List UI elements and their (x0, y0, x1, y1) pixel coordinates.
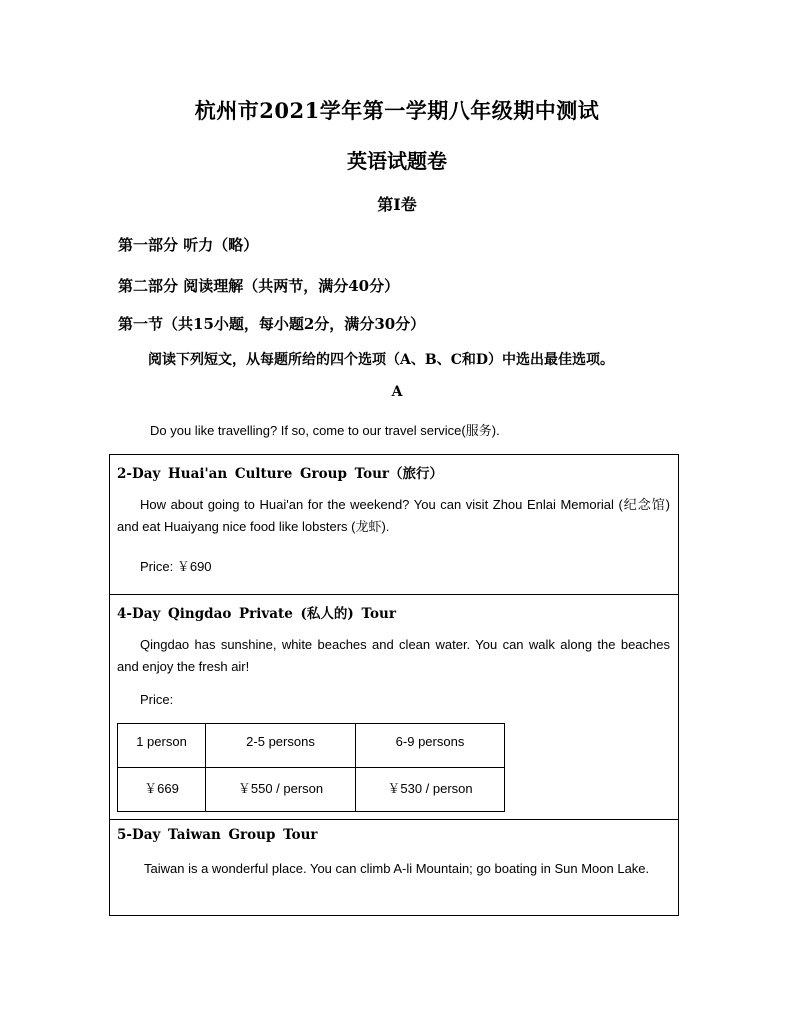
price-table-header: 2-5 persons (206, 724, 356, 768)
tour-price: Price: ￥690 (140, 559, 212, 574)
tour-qingdao (110, 595, 678, 820)
tour-huaian (110, 455, 678, 595)
price-table-cell: ￥550 / person (206, 768, 356, 812)
tour-description: Taiwan is a wonderful place. You can climb A-li Mountain; go boating in Sun Moon Lake. (144, 861, 650, 876)
price-table (117, 723, 505, 812)
tour-price-label: Price: (140, 692, 174, 707)
tour-title: 4-Day Qingdao Private (私人的) Tour (117, 606, 396, 622)
reading-instruction: 阅读下列短文，从每题所给的四个选项（A、B、C和D）中选出最佳选项。 (148, 352, 614, 368)
volume-label: 第I卷 (377, 195, 417, 214)
price-table-cell: ￥530 / person (356, 768, 505, 812)
price-table-header: 1 person (118, 724, 206, 768)
price-table-cell: ￥669 (118, 768, 206, 812)
exam-main-title: 杭州市2021学年第一学期八年级期中测试 (194, 98, 600, 123)
passage-letter: A (391, 384, 403, 400)
price-table-header-row (118, 724, 505, 768)
tour-description: How about going to Huai'an for the weekend? You can visit Zhou Enlai Memorial (纪念馆) and eat Huaiyang nice food like lobsters (龙虾). (117, 497, 670, 534)
price-table-value-row (118, 768, 505, 812)
section-one-heading: 第一节（共15小题，每小题2分，满分30分） (118, 315, 426, 333)
tour-title: 2-Day Huai'an Culture Group Tour（旅行） (117, 466, 444, 482)
tour-description: Qingdao has sunshine, white beaches and clean water. You can walk along the beaches and enjoy the fresh air! (117, 637, 670, 674)
exam-subtitle: 英语试题卷 (347, 149, 447, 173)
part-two-heading: 第二部分 阅读理解（共两节，满分40分） (118, 277, 400, 295)
passage-intro: Do you like travelling? If so, come to our travel service(服务). (150, 423, 500, 438)
tour-title: 5-Day Taiwan Group Tour (117, 827, 318, 843)
tours-box (109, 454, 679, 916)
tour-taiwan (110, 820, 678, 916)
part-one-heading: 第一部分 听力（略） (118, 236, 259, 254)
price-table-header: 6-9 persons (356, 724, 505, 768)
